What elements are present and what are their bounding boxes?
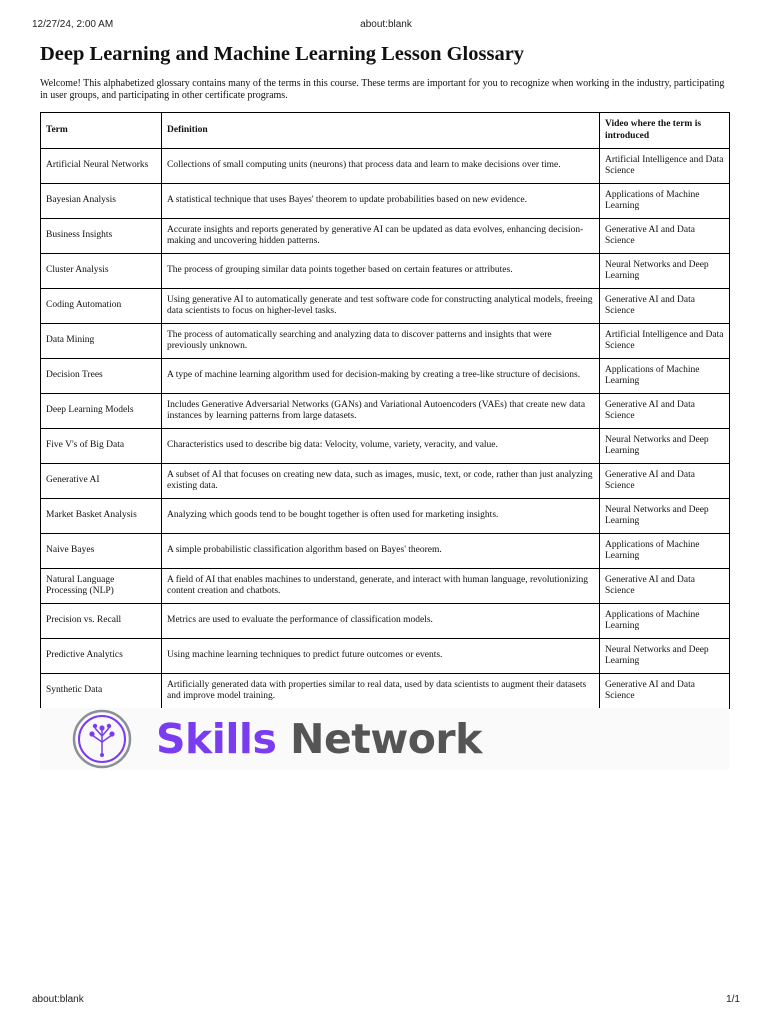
video-cell: Applications of Machine Learning — [600, 534, 730, 569]
video-cell: Neural Networks and Deep Learning — [600, 499, 730, 534]
document — [40, 40, 729, 709]
term-cell: Predictive Analytics — [41, 639, 162, 674]
definition-cell: The process of automatically searching and analyzing data to discover patterns and insights that were previously unknown. — [162, 324, 600, 359]
table-row — [41, 184, 730, 219]
definition-cell: Artificially generated data with properties similar to real data, used by data scientists to augment their datasets and improve model training. — [162, 674, 600, 709]
term-cell: Generative AI — [41, 464, 162, 499]
definition-cell: Using generative AI to automatically generate and test software code for constructing analytical models, freeing data scientists to focus on higher-level tasks. — [162, 289, 600, 324]
definition-cell: Includes Generative Adversarial Networks (GANs) and Variational Autoencoders (VAEs) that create new data instances by learning patterns from large datasets. — [162, 394, 600, 429]
table-row — [41, 359, 730, 394]
print-page-number: 1/1 — [726, 994, 740, 1005]
term-cell: Artificial Neural Networks — [41, 149, 162, 184]
print-page-title: about:blank — [360, 19, 412, 30]
video-cell: Generative AI and Data Science — [600, 219, 730, 254]
definition-cell: Accurate insights and reports generated by generative AI can be updated as data evolves, enhancing decision-making and uncovering hidden patterns. — [162, 219, 600, 254]
term-cell: Five V's of Big Data — [41, 429, 162, 464]
print-datetime: 12/27/24, 2:00 AM — [32, 19, 114, 30]
header-definition: Definition — [162, 113, 600, 149]
video-cell: Artificial Intelligence and Data Science — [600, 324, 730, 359]
video-cell: Neural Networks and Deep Learning — [600, 429, 730, 464]
term-cell: Natural Language Processing (NLP) — [41, 569, 162, 604]
definition-cell: A simple probabilistic classification algorithm based on Bayes' theorem. — [162, 534, 600, 569]
term-cell: Coding Automation — [41, 289, 162, 324]
glossary-table — [40, 112, 730, 709]
definition-cell: Analyzing which goods tend to be bought together is often used for marketing insights. — [162, 499, 600, 534]
brand-word-network: Network — [290, 715, 482, 763]
print-url: about:blank — [32, 994, 84, 1005]
term-cell: Synthetic Data — [41, 674, 162, 709]
video-cell: Generative AI and Data Science — [600, 569, 730, 604]
video-cell: Generative AI and Data Science — [600, 394, 730, 429]
table-row — [41, 149, 730, 184]
term-cell: Market Basket Analysis — [41, 499, 162, 534]
brand-wordmark — [156, 716, 482, 762]
document-title: Deep Learning and Machine Learning Lesson Glossary — [40, 43, 525, 65]
skills-network-logo — [40, 708, 729, 770]
definition-cell: The process of grouping similar data points together based on certain features or attributes. — [162, 254, 600, 289]
table-row — [41, 569, 730, 604]
header-video: Video where the term is introduced — [600, 113, 730, 149]
video-cell: Neural Networks and Deep Learning — [600, 254, 730, 289]
table-header-row — [41, 113, 730, 149]
definition-cell: Collections of small computing units (neurons) that process data and learn to make decisions over time. — [162, 149, 600, 184]
video-cell: Artificial Intelligence and Data Science — [600, 149, 730, 184]
video-cell: Generative AI and Data Science — [600, 464, 730, 499]
table-row — [41, 639, 730, 674]
table-row — [41, 604, 730, 639]
table-row — [41, 254, 730, 289]
video-cell: Neural Networks and Deep Learning — [600, 639, 730, 674]
skills-network-tree-icon — [70, 708, 134, 770]
definition-cell: Characteristics used to describe big data: Velocity, volume, variety, veracity, and value. — [162, 429, 600, 464]
definition-cell: A subset of AI that focuses on creating new data, such as images, music, text, or code, rather than just analyzing existing data. — [162, 464, 600, 499]
print-footer — [32, 994, 740, 1008]
term-cell: Bayesian Analysis — [41, 184, 162, 219]
term-cell: Cluster Analysis — [41, 254, 162, 289]
definition-cell: A field of AI that enables machines to understand, generate, and interact with human language, revolutionizing content creation and chatbots. — [162, 569, 600, 604]
header-term: Term — [41, 113, 162, 149]
video-cell: Applications of Machine Learning — [600, 604, 730, 639]
video-cell: Applications of Machine Learning — [600, 184, 730, 219]
table-row — [41, 289, 730, 324]
definition-cell: A type of machine learning algorithm used for decision-making by creating a tree-like structure of decisions. — [162, 359, 600, 394]
intro-paragraph: Welcome! This alphabetized glossary contains many of the terms in this course. These terms are important for you to recognize when working in the industry, participating in user groups, and participating in other certificate programs. — [40, 78, 725, 101]
definition-cell: Using machine learning techniques to predict future outcomes or events. — [162, 639, 600, 674]
table-row — [41, 534, 730, 569]
term-cell: Deep Learning Models — [41, 394, 162, 429]
video-cell: Applications of Machine Learning — [600, 359, 730, 394]
term-cell: Decision Trees — [41, 359, 162, 394]
print-header — [32, 19, 740, 33]
term-cell: Business Insights — [41, 219, 162, 254]
video-cell: Generative AI and Data Science — [600, 289, 730, 324]
brand-word-skills: Skills — [156, 715, 277, 763]
term-cell: Data Mining — [41, 324, 162, 359]
table-row — [41, 324, 730, 359]
table-row — [41, 429, 730, 464]
table-row — [41, 674, 730, 709]
table-row — [41, 499, 730, 534]
video-cell: Generative AI and Data Science — [600, 674, 730, 709]
table-row — [41, 464, 730, 499]
term-cell: Precision vs. Recall — [41, 604, 162, 639]
table-row — [41, 394, 730, 429]
term-cell: Naive Bayes — [41, 534, 162, 569]
definition-cell: A statistical technique that uses Bayes' theorem to update probabilities based on new evidence. — [162, 184, 600, 219]
table-row — [41, 219, 730, 254]
definition-cell: Metrics are used to evaluate the performance of classification models. — [162, 604, 600, 639]
